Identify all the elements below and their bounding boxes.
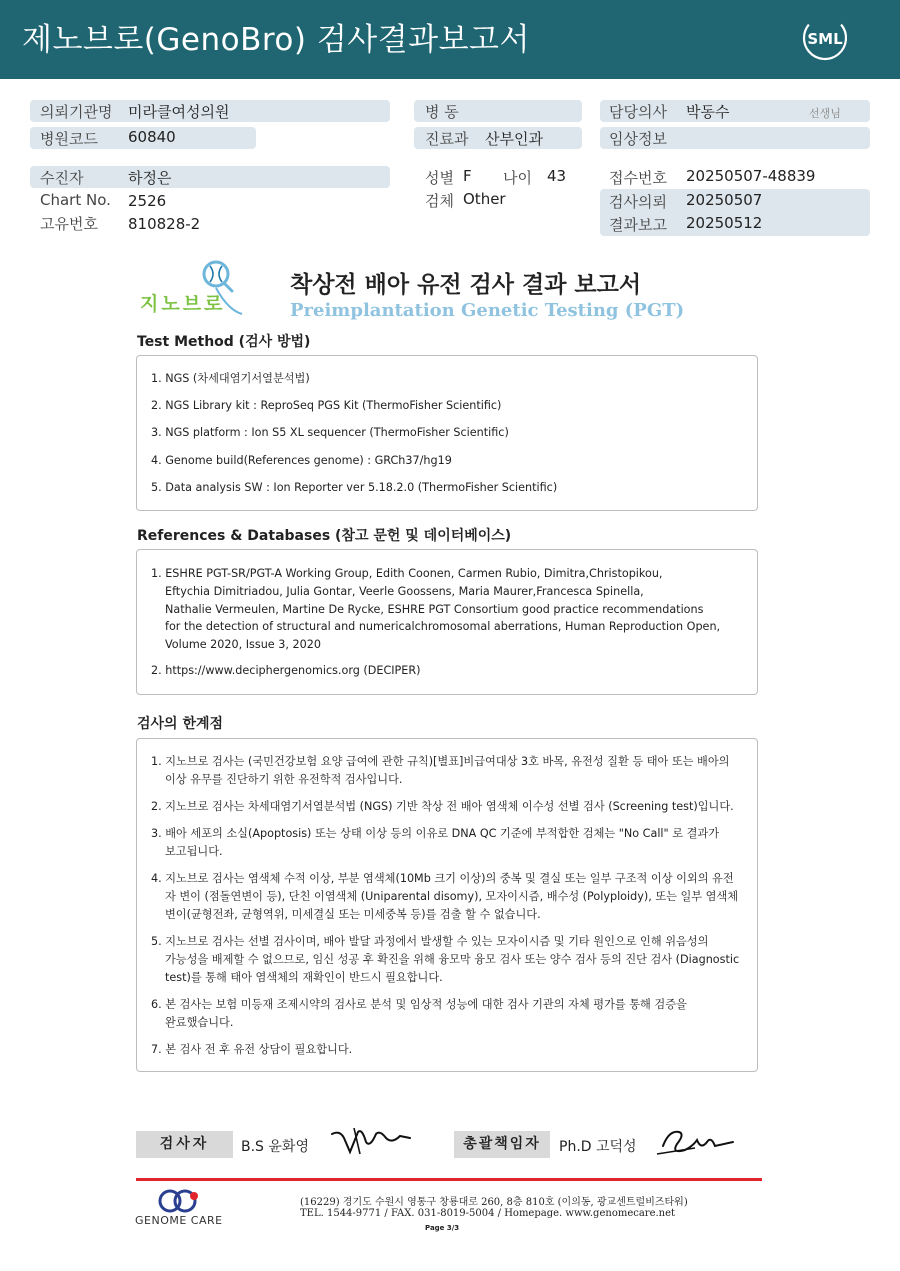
genobro-logo-text: 지노브로: [140, 293, 226, 315]
limit-line: 2. 지노브로 검사는 차세대염기서열분석법 (NGS) 기반 착상 전 배아 염색체 이수성 선별 검사 (Screening test)입니다.: [151, 800, 734, 813]
age-value: 43: [547, 167, 567, 185]
receipt-value: 20250507-48839: [686, 167, 816, 185]
references-title: References & Databases (참고 문헌 및 데이터베이스): [137, 528, 512, 544]
limits-title: 검사의 한계점: [137, 716, 224, 732]
director-signature: [655, 1124, 737, 1160]
footer-divider: [136, 1178, 762, 1181]
hospital-code-label: 병원코드: [40, 130, 98, 148]
limit-line: 자 변이 (점돌연변이 등), 단친 이염색체 (Uniparental disomy), 모자이시즘, 배수성 (Polyploidy), 또는 일부 염색체: [165, 890, 739, 903]
doctor-label: 담당의사: [609, 103, 667, 121]
clinical-label: 임상정보: [609, 130, 667, 148]
request-value: 20250507: [686, 191, 763, 209]
chart-label: Chart No.: [40, 191, 111, 209]
method-item: 3. NGS platform : Ion S5 XL sequencer (ThermoFisher Scientific): [151, 426, 509, 439]
specimen-label: 검체: [425, 192, 454, 210]
department-value: 산부인과: [485, 130, 543, 148]
receipt-label: 접수번호: [609, 169, 667, 187]
header-title: 제노브로(GenoBro) 검사결과보고서: [22, 22, 530, 58]
limit-line: 4. 지노브로 검사는 염색체 수적 이상, 부분 염색체(10Mb 크기 이상)의 중복 및 결실 또는 일부 구조적 이상 이외의 유전: [151, 872, 734, 885]
chart-value: 2526: [128, 192, 167, 210]
limit-line: 7. 본 검사 전 후 유전 상담이 필요합니다.: [151, 1043, 353, 1056]
limit-line: 1. 지노브로 검사는 (국민건강보험 요양 급여에 관한 규칙)[별표]비급여대상 3호 바목, 유전성 질환 등 태아 또는 배아의: [151, 755, 730, 768]
sex-value: F: [463, 167, 472, 185]
page-number: Page 3/3: [425, 1224, 460, 1232]
reference-link[interactable]: 2. https://www.deciphergenomics.org (DECIPER): [151, 664, 421, 677]
footer-contact: TEL. 1544-9771 / FAX. 031-8019-5004 / Homepage. www.genomecare.net: [300, 1208, 676, 1219]
department-label: 진료과: [425, 130, 469, 148]
method-item: 4. Genome build(References genome) : GRCh37/hg19: [151, 454, 452, 467]
report-title: 착상전 배아 유전 검사 결과 보고서: [290, 272, 642, 298]
age-label: 나이: [503, 169, 532, 187]
limits-box: [136, 738, 758, 1072]
tester-signature: [330, 1124, 412, 1160]
report-subtitle: Preimplantation Genetic Testing (PGT): [290, 300, 685, 321]
method-item: 2. NGS Library kit : ReproSeq PGS Kit (ThermoFisher Scientific): [151, 399, 502, 412]
genome-care-text: GENOME CARE: [135, 1214, 223, 1227]
report-header: [0, 0, 900, 79]
doctor-value: 박동수: [686, 103, 730, 121]
institution-label: 의뢰기관명: [40, 103, 113, 121]
unique-value: 810828-2: [128, 215, 201, 233]
limit-line: 가능성을 배제할 수 없으므로, 임신 성공 후 확진을 위해 융모막 융모 검사 또는 양수 검사 등의 진단 검사 (Diagnostic: [165, 953, 740, 966]
limit-line: 이상 유무를 진단하기 위한 유전학적 검사입니다.: [165, 773, 403, 786]
limit-line: 6. 본 검사는 보험 미등재 조제시약의 검사로 분석 및 임상적 성능에 대한 검사 기관의 자체 평가를 통해 검증을: [151, 998, 687, 1011]
reference-line: Eftychia Dimitriadou, Julia Gontar, Veerle Goossens, Maria Maurer,Francesca Spinella,: [165, 585, 644, 598]
examinee-bar: [30, 166, 390, 188]
references-box: [136, 549, 758, 695]
unique-label: 고유번호: [40, 215, 98, 233]
director-label: 총괄책임자: [454, 1131, 550, 1158]
specimen-value: Other: [463, 190, 506, 208]
doctor-suffix: 선생님: [809, 107, 841, 120]
sml-logo: [801, 14, 849, 62]
tester-label: 검사자: [136, 1131, 233, 1158]
hospital-code-value: 60840: [128, 128, 176, 146]
request-label: 검사의뢰: [609, 193, 667, 211]
reference-line: for the detection of structural and numericalchromosomal aberrations, Human Reproduction Open,: [165, 620, 721, 633]
result-value: 20250512: [686, 214, 763, 232]
method-item: 1. NGS (차세대염기서열분석법): [151, 372, 310, 385]
director-name: Ph.D 고덕성: [559, 1139, 637, 1155]
limit-line: 5. 지노브로 검사는 선별 검사이며, 배아 발달 과정에서 발생할 수 있는 모자이시즘 및 기타 원인으로 인해 위음성의: [151, 935, 709, 948]
method-title: Test Method (검사 방법): [137, 334, 311, 350]
ward-label: 병 동: [425, 103, 459, 121]
limit-line: 3. 배아 세포의 소실(Apoptosis) 또는 상태 이상 등의 이유로 DNA QC 기준에 부적합한 검체는 "No Call" 로 결과가: [151, 827, 720, 840]
examinee-value: 하정은: [128, 169, 172, 187]
method-item: 5. Data analysis SW : Ion Reporter ver 5.18.2.0 (ThermoFisher Scientific): [151, 481, 558, 494]
reference-line: 1. ESHRE PGT-SR/PGT-A Working Group, Edith Coonen, Carmen Rubio, Dimitra,Christopikou,: [151, 567, 663, 580]
genobro-logo: [138, 258, 248, 318]
limit-line: test)를 통해 태아 염색체의 재확인이 반드시 필요합니다.: [165, 971, 443, 984]
examinee-label: 수진자: [40, 169, 84, 187]
limit-line: 변이(균형전좌, 균형역위, 미세결실 또는 미세중복 등)를 검출 할 수 없습니다.: [165, 908, 541, 921]
sml-logo-text: SML: [807, 30, 843, 48]
tester-name: B.S 윤화영: [241, 1139, 309, 1155]
method-box: [136, 355, 758, 511]
limit-line: 완료했습니다.: [165, 1016, 234, 1029]
institution-value: 미라클여성의원: [128, 103, 230, 121]
sex-label: 성별: [425, 169, 454, 187]
limit-line: 보고됩니다.: [165, 845, 223, 858]
result-label: 결과보고: [609, 216, 667, 234]
reference-line: Volume 2020, Issue 3, 2020: [165, 638, 321, 651]
reference-line: Nathalie Vermeulen, Martine De Rycke, ESHRE PGT Consortium good practice recommendations: [165, 603, 704, 616]
footer-address: (16229) 경기도 수원시 영통구 창룡대로 260, 8층 810호 (이의동, 광교센트럴비즈타워): [300, 1197, 688, 1208]
